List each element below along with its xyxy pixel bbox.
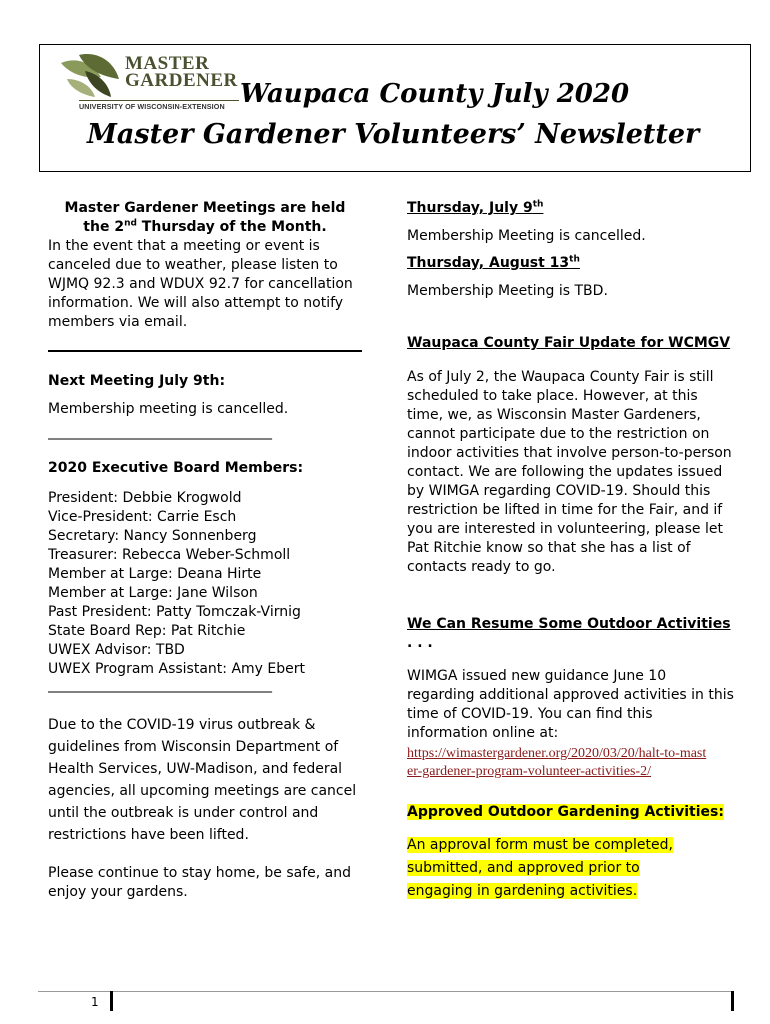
date2-heading: Thursday, August 13th (407, 254, 580, 271)
wimga-link[interactable]: https://wimastergardener.org/2020/03/20/halt-to-master-gardener-program-volunteer-activities-2/ (407, 746, 707, 779)
covid-text: Due to the COVID-19 virus outbreak & guidelines from Wisconsin Department of Health Services, UW-Madison, and federal agencies, all upcoming meetings are cancel until the outbreak is under control and restrictions have been lifted. (48, 717, 357, 843)
date2-text: Membership Meeting is TBD. (407, 283, 608, 299)
header-box (39, 44, 751, 172)
board-member: President: Debbie Krogwold (48, 490, 242, 506)
meetings-heading-line1: Master Gardener Meetings are held (64, 200, 346, 216)
board-member: Past President: Patty Tomczak-Virnig (48, 604, 301, 620)
newsletter-title-line2: Master Gardener Volunteers’ Newsletter (87, 119, 700, 150)
date1-text: Membership Meeting is cancelled. (407, 228, 646, 244)
meetings-text: In the event that a meeting or event is canceled due to weather, please listen to WJMQ 92.3 and WDUX 92.7 for cancellation information. We will also attempt to notify members via email. (48, 238, 353, 330)
outdoor-text: WIMGA issued new guidance June 10 regarding additional approved activities in this time of COVID-19. You can find this information online at: (407, 668, 734, 741)
approved-heading: Approved Outdoor Gardening Activities: (407, 804, 724, 820)
outdoor-heading: We Can Resume Some Outdoor Activities . . . (407, 616, 731, 651)
page-number: 1 (91, 995, 99, 1009)
board-member: Vice-President: Carrie Esch (48, 509, 237, 525)
master-gardener-logo (57, 49, 237, 109)
left-column (48, 199, 362, 902)
logo-university-text: UNIVERSITY OF WISCONSIN-EXTENSION (79, 100, 239, 111)
closing-text: Please continue to stay home, be safe, and enjoy your gardens. (48, 865, 352, 900)
underline-divider: ________________________________ (48, 424, 272, 440)
board-member: UWEX Program Assistant: Amy Ebert (48, 661, 305, 677)
board-member: Member at Large: Deana Hirte (48, 566, 262, 582)
board-heading: 2020 Executive Board Members: (48, 460, 304, 476)
board-member: Member at Large: Jane Wilson (48, 585, 258, 601)
meetings-heading-line2: the 2nd Thursday of the Month. (83, 218, 327, 235)
date1-heading: Thursday, July 9th (407, 199, 544, 216)
divider-rule (48, 350, 362, 352)
right-column (407, 199, 737, 903)
fair-text: As of July 2, the Waupaca County Fair is still scheduled to take place. However, at this time, we, as Wisconsin Master Gardeners, cannot participate due to the restriction on indoor activities that involve person-to-person contact. We are following the updates issued by WIMGA regarding COVID-19. Should this restriction be lifted in time for the Fair, and if you are interested in volunteering, please let Pat Ritchie know so that she has a list of contacts ready to go. (407, 369, 732, 575)
approved-text: An approval form must be completed, submitted, and approved prior to engaging in gardening activities. (407, 837, 673, 899)
footer-bar (731, 991, 734, 1011)
logo-gardener-text: GARDENER (125, 70, 238, 91)
board-member: State Board Rep: Pat Ritchie (48, 623, 246, 639)
board-member: Treasurer: Rebecca Weber-Schmoll (48, 547, 291, 563)
board-members-list (48, 489, 362, 679)
leaf-icon (57, 49, 127, 101)
fair-heading: Waupaca County Fair Update for WCMGV (407, 335, 731, 351)
next-meeting-heading: Next Meeting July 9th: (48, 373, 226, 389)
newsletter-title-line1: Waupaca County July 2020 (240, 79, 630, 109)
board-member: UWEX Advisor: TBD (48, 642, 185, 658)
underline-divider: ________________________________ (48, 677, 272, 693)
footer-rule (113, 991, 733, 992)
next-meeting-text: Membership meeting is cancelled. (48, 401, 289, 417)
footer-bar (110, 991, 113, 1011)
logo-master-text: MASTER (125, 53, 210, 74)
footer-rule (38, 991, 112, 992)
board-member: Secretary: Nancy Sonnenberg (48, 528, 257, 544)
